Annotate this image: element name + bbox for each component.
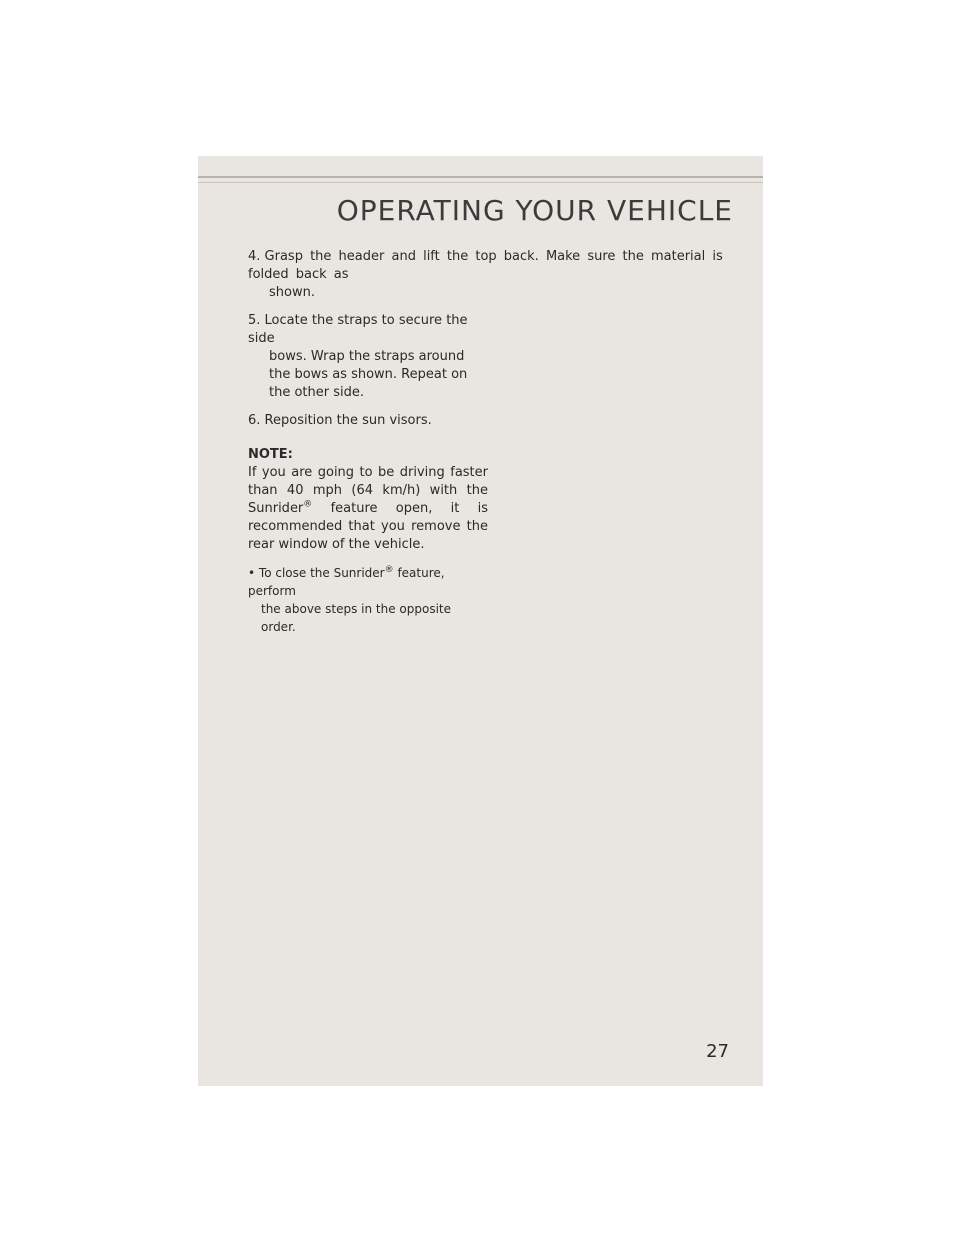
section-title: OPERATING YOUR VEHICLE xyxy=(336,194,733,227)
bullet-item xyxy=(248,564,488,636)
note-text-a: If you are going to be driving faster than 40 mph (64 km/h) with the Sunrider xyxy=(248,465,488,516)
registered-mark: ® xyxy=(384,565,394,575)
header-rule xyxy=(198,176,763,178)
manual-page xyxy=(198,156,763,1086)
step-6 xyxy=(248,412,488,430)
bullet-text-a: To close the Sunrider xyxy=(258,566,385,580)
bullet-text-continued: the above steps in the opposite order. xyxy=(261,602,451,634)
registered-mark: ® xyxy=(303,499,313,510)
step-text-continued: bows. Wrap the straps around the bows as shown. Repeat on the other side. xyxy=(269,349,468,400)
step-text: Reposition the sun visors. xyxy=(264,413,432,428)
note-text-b: feature open, it is recommended that you remove the rear window of the vehicle. xyxy=(248,501,488,552)
step-5 xyxy=(248,312,488,402)
header-rule-thin xyxy=(198,182,763,183)
step-number: 4. xyxy=(248,249,261,264)
bullet-marker: • xyxy=(248,566,256,580)
step-number: 6. xyxy=(248,413,261,428)
note-label: NOTE: xyxy=(248,447,293,462)
step-4 xyxy=(248,248,740,302)
step-text: Grasp the header and lift the top back. Make sure the material is folded back as xyxy=(248,249,723,282)
step-number: 5. xyxy=(248,313,261,328)
step-text-continued: shown. xyxy=(269,285,315,300)
note-text xyxy=(248,464,488,554)
step-text: Locate the straps to secure the side xyxy=(248,313,468,346)
bullet-text-b: feature, perform xyxy=(248,566,445,598)
page-content xyxy=(248,248,740,636)
page-number: 27 xyxy=(706,1041,729,1062)
